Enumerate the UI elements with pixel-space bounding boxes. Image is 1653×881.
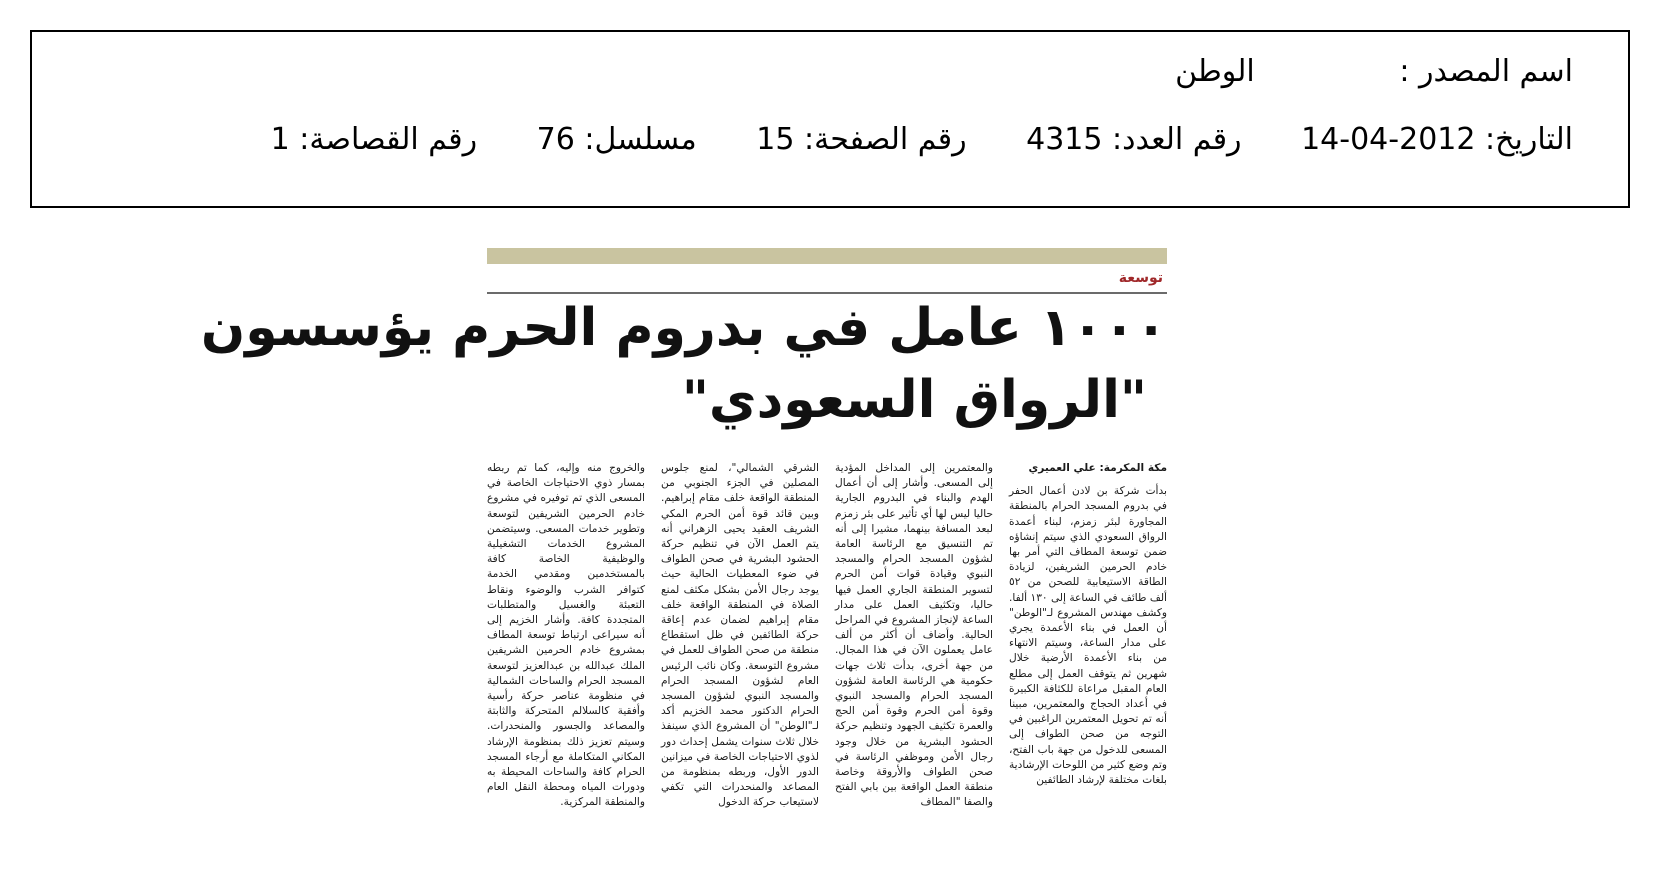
source-label: اسم المصدر : [1399, 54, 1573, 89]
clipping-header-box [30, 30, 1630, 208]
meta-row [271, 122, 1573, 157]
issue-value: 4315 [1026, 122, 1103, 157]
column-1-text: بدأت شركة بن لادن أعمال الحفر في بدروم المسجد الحرام بالمنطقة المجاورة لبئر زمزم، لبناء أعمدة الرواق السعودي الذي سيتم إنشاؤه ضمن توسعة المطاف التي أمر بها خادم الحرمين الشريفين، لزيادة الطاقة الاستيعابية للصحن من ٥٢ ألف طائف في الساعة إلى ١٣٠ ألفا. وكشف مهندس المشروع لـ"الوطن" أن العمل في بناء الأعمدة يجري على مدار الساعة، وسيتم الانتهاء من بناء الأعمدة الأرضية خلال شهرين ثم يتوقف العمل إلى مطلع العام المقبل مراعاة للكثافة الكبيرة في أعداد الحجاج والمعتمرين، مبينا أنه تم تحويل المعتمرين الراغبين في التوجه من صحن الطواف إلى المسعى للدخول من جهة باب الفتح، وتم وضع كثير من اللوحات الإرشادية بلغات مختلفة لإرشاد الطائفين [1009, 485, 1167, 787]
article-column-3 [661, 461, 819, 866]
headline-line-1: ١٠٠٠ عامل في بدروم الحرم يؤسسون [200, 298, 1167, 358]
column-3-text: الشرقي الشمالي"، لمنع جلوس المصلين في الجزء الجنوبي من المنطقة الواقعة خلف مقام إبراهيم. وبين قائد قوة أمن الحرم المكي الشريف العقيد يحيى الزهراني أنه يتم العمل الآن في تنظيم حركة الحشود البشرية في صحن الطواف في ضوء المعطيات الحالية حيث يوجد رجال الأمن بشكل مكثف لمنع الصلاة في المنطقة الواقعة خلف مقام إبراهيم لضمان عدم إعاقة حركة الطائفين في ظل استقطاع منطقة من صحن الطواف للعمل في مشروع التوسعة. وكان نائب الرئيس العام لشؤون المسجد الحرام والمسجد النبوي لشؤون المسجد الحرام الدكتور محمد الخزيم أكد لـ"الوطن" أن المشروع الذي سينفذ خلال ثلاث سنوات يشمل إحداث دور لذوي الاحتياجات الخاصة في ميزانين الدور الأول، وربطه بمنظومة من المصاعد والمنحدرات التي تكفي لاستيعاب حركة الدخول [661, 462, 819, 809]
clip-label: رقم القصاصة: [299, 122, 478, 157]
article-column-2 [835, 461, 993, 866]
serial-value: 76 [536, 122, 575, 157]
headline-line-2: "الرواق السعودي" [681, 370, 1147, 430]
section-rule [487, 292, 1167, 294]
date-value: 2012-04-14 [1301, 122, 1476, 157]
section-label: توسعة [1118, 270, 1163, 286]
column-4-text: والخروج منه وإليه، كما تم ربطه بمسار ذوي الاحتياجات الخاصة في المسعى الذي تم توفيره في مشروع خادم الحرمين الشريفين لتوسعة وتطوير خدمات المسعى. وسيتضمن المشروع الخدمات التشغيلية والوظيفية الخاصة كافة بالمستخدمين ومقدمي الخدمة كتوافر الشرب والوضوء ونقاط التعبئة والغسيل والمتطلبات المتجددة كافة. وأشار الخزيم إلى أنه سيراعى ارتباط توسعة المطاف بمشروع خادم الحرمين الشريفين الملك عبدالله بن عبدالعزيز لتوسعة المسجد الحرام والساحات الشمالية في منظومة عناصر حركة رأسية وأفقية كالسلالم المتحركة والثابتة والمصاعد والجسور والمنحدرات. وسيتم تعزيز ذلك بمنظومة الإرشاد المكاني المتكاملة مع أرجاء المسجد الحرام كافة والساحات المحيطة به ودورات المياه ومحطة النقل العام والمنطقة المركزية. [487, 462, 645, 809]
page-label: رقم الصفحة: [804, 122, 967, 157]
date-label: التاريخ: [1485, 122, 1573, 157]
newspaper-clipping [200, 246, 1167, 870]
source-row [1175, 54, 1573, 89]
column-2-text: والمعتمرين إلى المداخل المؤدية إلى المسعى. وأشار إلى أن أعمال الهدم والبناء في البدروم الجارية حاليا ليس لها أي تأثير على بئر زمزم لبعد المسافة بينهما، مشيرا إلى أنه تم التنسيق مع الرئاسة العامة لشؤون المسجد الحرام والمسجد النبوي وقيادة قوات أمن الحرم لتسوير المنطقة الجاري العمل فيها حاليا، وتكثيف العمل على مدار الساعة لإنجاز المشروع في المراحل الحالية. وأضاف أن أكثر من ألف عامل يعملون الآن في هذا المجال. من جهة أخرى، بدأت ثلاث جهات حكومية هي الرئاسة العامة لشؤون المسجد الحرام والمسجد النبوي وقوة أمن الحرم وقوة أمن الحج والعمرة تكثيف الجهود وتنظيم حركة الحشود البشرية من خلال وجود رجال الأمن وموظفي الرئاسة في صحن الطواف والأروقة وخاصة منطقة العمل الواقعة بين بابي الفتح والصفا "المطاف [835, 462, 993, 809]
byline: مكة المكرمة: علي العميري [1028, 462, 1167, 474]
article-column-4 [487, 461, 645, 866]
top-color-band [487, 248, 1167, 264]
serial-label: مسلسل: [584, 122, 697, 157]
clip-value: 1 [270, 122, 290, 157]
article-column-1 [1009, 461, 1167, 866]
issue-label: رقم العدد: [1112, 122, 1242, 157]
page-value: 15 [756, 122, 795, 157]
source-value: الوطن [1175, 54, 1255, 89]
